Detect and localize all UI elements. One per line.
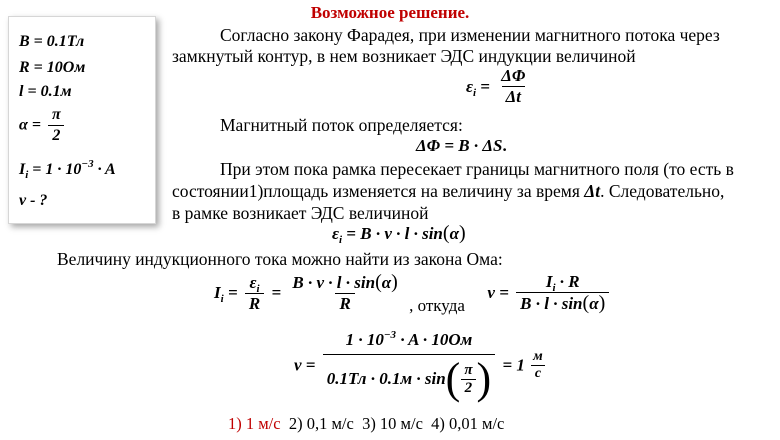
eq3-arg: α: [449, 224, 459, 243]
given-alpha: [19, 105, 68, 146]
eq5-unit-fraction: [529, 349, 547, 382]
given-r: R = 10Ом: [19, 59, 86, 76]
given-l: l = 0.1м: [19, 83, 72, 100]
eq5-num-exp: −3: [383, 329, 397, 341]
given-b: B = 0.1Тл: [19, 33, 85, 50]
para1-line1: Согласно закону Фарадея, при изменении магнитного потока через: [220, 25, 720, 45]
para3-line2-c: . Следовательно,: [600, 181, 725, 201]
eq4-f2-den: R: [335, 293, 354, 314]
page-title: Возможное решение.: [310, 3, 470, 22]
eq1-eps: ε: [466, 76, 473, 96]
eq4-f3-num: I: [545, 272, 553, 291]
eq4-v-lhs: v =: [487, 283, 509, 302]
formula-flux: [416, 136, 507, 156]
eq1-den: Δt: [502, 86, 525, 107]
eq4-f1-sub: i: [256, 282, 260, 295]
eq5-pi-fraction: [460, 362, 476, 397]
answer-option-4: 4) 0,01 м/с: [431, 414, 505, 433]
eq1-sub: i: [472, 86, 477, 99]
eq4-f2-arg: α: [381, 273, 392, 292]
answer-option-3: 3) 10 м/с: [362, 414, 423, 433]
eq4-fraction-1: [245, 273, 264, 314]
eq5-den-a: 0.1Тл · 0.1м · sin: [326, 369, 446, 388]
eq5-num-a: 1 · 10: [345, 330, 384, 349]
i-post: · A: [93, 161, 116, 178]
eq4-f1-num: ε: [249, 272, 257, 292]
eq4-f3-arg: α: [589, 294, 599, 313]
eq4-f3-den: B · l · sin: [520, 294, 583, 313]
i-letter: I: [19, 161, 26, 178]
para3-line2-a: состоянии1)площадь изменяется на величину за время: [172, 181, 585, 201]
para3-dt: Δt: [584, 181, 601, 201]
eq5-lhs: v =: [294, 355, 316, 375]
eq4-comma-otkuda: , откуда: [409, 295, 465, 315]
answer-options: [228, 414, 504, 434]
eq4-fraction-2: $\frac{B \cdot v \cdot l \cdot \sin(\alpha)}{R}$: [292, 271, 398, 313]
eq4-eq1: =: [227, 283, 238, 302]
alpha-fraction: [48, 105, 65, 146]
eq5-unit-num: м: [533, 349, 543, 364]
formula-velocity-numeric: [294, 330, 550, 401]
eq1-eq: =: [476, 76, 490, 96]
eq5-unit-den: с: [531, 365, 545, 382]
i-mid: = 1 · 10: [28, 161, 82, 178]
eq5-num-b: · A · 10Ом: [396, 330, 473, 349]
eq5-fraction: $1 \cdot 10^{-3} \cdot A \cdot 10Ом$ 0.1Тл · 0.1м · sin ( $\frac{\pi}{2}$ ): [323, 330, 495, 401]
eq5-result: = 1: [502, 355, 525, 375]
eq4-f1-den: R: [245, 293, 264, 314]
answer-option-1: 1) 1 м/с: [228, 414, 281, 433]
formula-emf: $\varepsilon_i = B \cdot v \cdot l \cdot \sin(\alpha)$: [332, 222, 466, 246]
i-exp: −3: [81, 158, 94, 170]
eq4-i-sub: i: [220, 293, 224, 305]
eq1-fraction: [497, 66, 529, 107]
eq4-eq2: =: [271, 283, 282, 302]
eq4-f3-sub: i: [552, 282, 556, 294]
eq2-text: ΔΦ = B · ΔS: [416, 136, 503, 155]
alpha-den: 2: [48, 125, 64, 146]
eq3-sub: i: [338, 234, 343, 246]
given-unknown-v: v - ?: [19, 192, 48, 209]
given-current: [19, 158, 116, 181]
answer-option-2: 2) 0,1 м/с: [288, 414, 354, 433]
eq2-end: .: [502, 136, 507, 155]
eq1-num: ΔΦ: [501, 66, 526, 85]
formula-ohm: [214, 272, 612, 316]
eq5-two: 2: [461, 379, 477, 397]
para2: Магнитный поток определяется:: [220, 115, 463, 135]
eq4-fraction-3: $\frac{I_i \cdot R}{B \cdot l \cdot \sin(\alpha)}$: [516, 272, 609, 314]
alpha-num: π: [51, 106, 61, 123]
eq3-rhs: = B · v · l · sin: [342, 224, 443, 243]
eq4-f3-num-rest: · R: [555, 272, 580, 291]
para3-line1: При этом пока рамка пересекает границы магнитного поля (то есть в: [220, 159, 734, 179]
eq4-f2-num: B · v · l · sin: [292, 273, 376, 292]
eq5-pi: π: [464, 361, 473, 378]
given-data-box: [8, 16, 156, 224]
i-sub: i: [25, 169, 29, 181]
eq3-eps: ε: [332, 224, 339, 243]
eq4-i: I: [214, 283, 221, 302]
alpha-lhs: α =: [19, 116, 41, 134]
para3-line2: [172, 181, 724, 201]
para4: Величину индукционного тока можно найти из закона Ома:: [57, 249, 503, 269]
para1-line2: замкнутый контур, в нем возникает ЭДС индукции величиной: [172, 46, 636, 66]
para3-line3: в рамке возникает ЭДС величиной: [172, 203, 429, 223]
formula-faraday: [466, 66, 532, 107]
